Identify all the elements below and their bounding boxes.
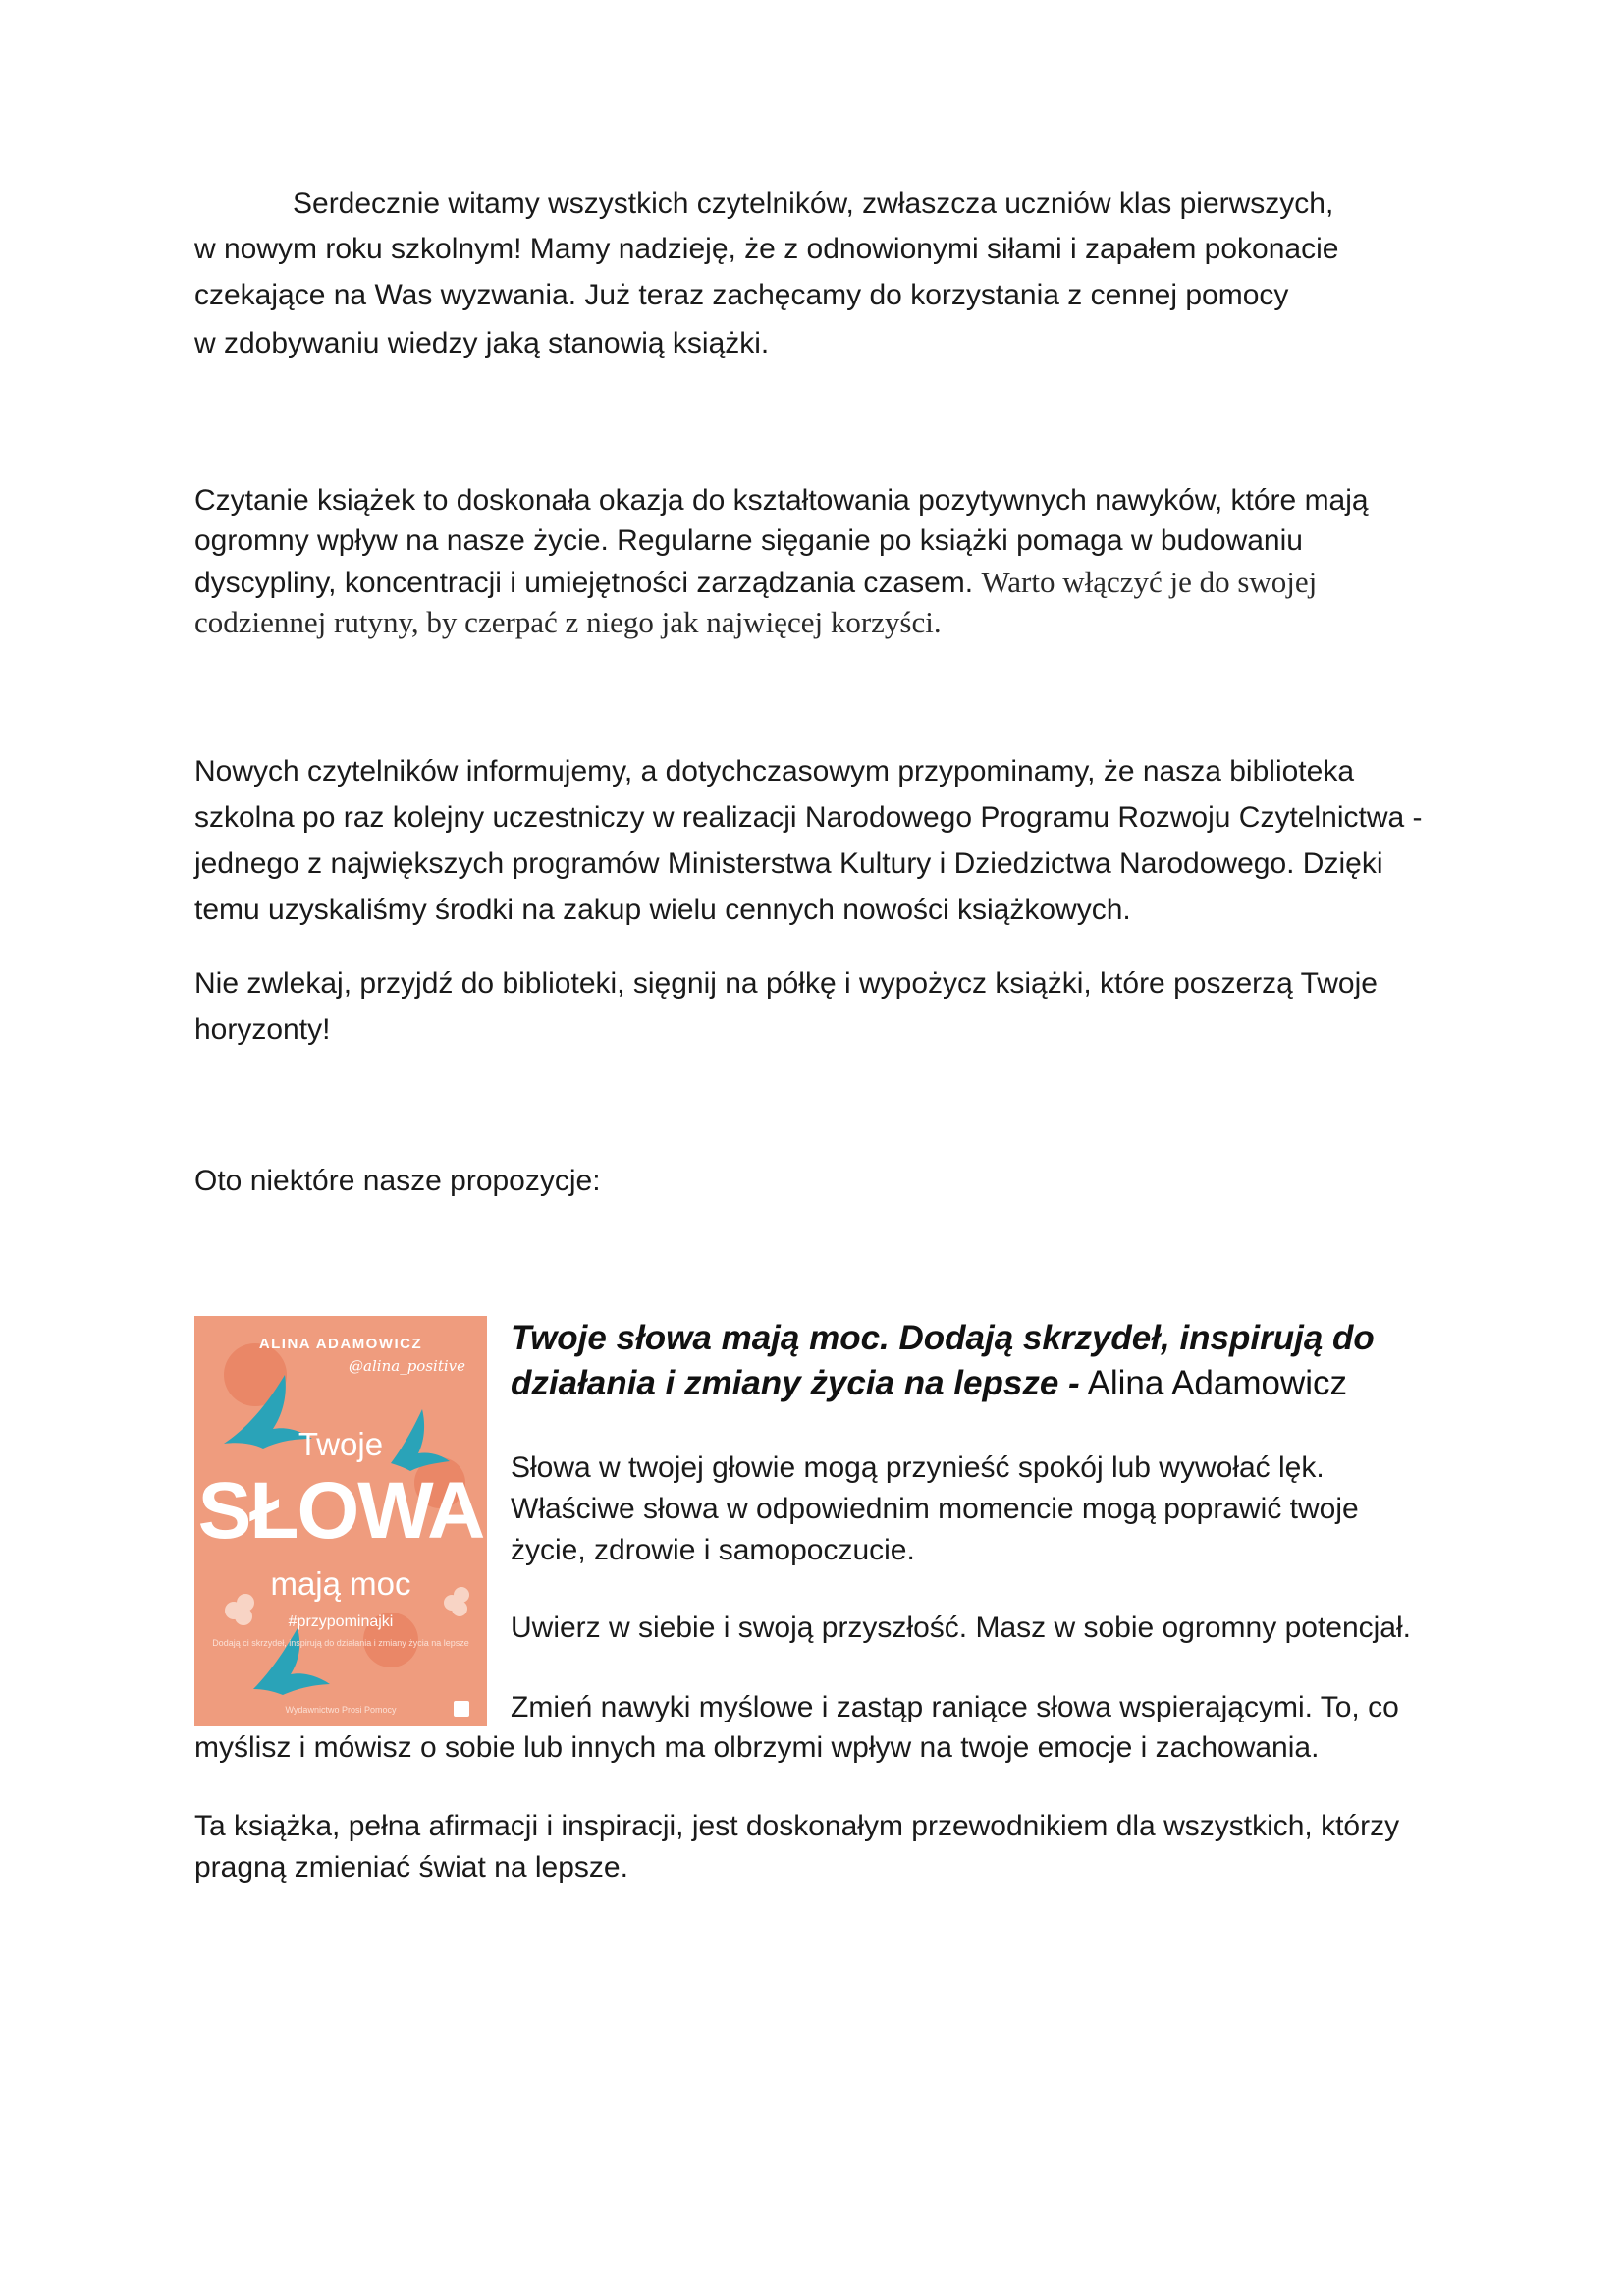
cover-word-maja-moc: mają moc [270,1565,411,1602]
cover-small-text: Dodają ci skrzydeł, inspirują do działania i zmiany życia na lepsze [212,1638,469,1648]
book-desc-2: Uwierz w siebie i swoją przyszłość. Masz w sobie ogromny potencjał. [511,1612,1411,1644]
program-line-2: szkolna po raz kolejny uczestniczy w realizacji Narodowego Programu Rozwoju Czytelnictwa - [194,801,1423,834]
intro-line-4: w zdobywaniu wiedzy jaką stanowią książki. [194,327,770,359]
book-title-part-1: Twoje słowa mają moc. Dodają skrzydeł, inspirują do [511,1319,1375,1357]
book-summary-line-1: Ta książka, pełna afirmacji i inspiracji, jest doskonałym przewodnikiem dla wszystkich, którzy [194,1810,1400,1842]
book-desc-3-line-1: Zmień nawyki myślowe i zastąp raniące słowa wspierającymi. To, co [511,1691,1399,1723]
publisher-logo-icon [454,1701,469,1717]
cover-author: ALINA ADAMOWICZ [258,1336,423,1352]
reading-line-4: codziennej rutyny, by czerpać z niego jak najwięcej korzyści. [194,605,942,639]
program-line-4: temu uzyskaliśmy środki na zakup wielu cennych nowości książkowych. [194,894,1131,926]
intro-line-3: czekające na Was wyzwania. Już teraz zachęcamy do korzystania z cennej pomocy [194,279,1289,311]
book-title-line-2 [511,1361,1347,1406]
intro-line-2: w nowym roku szkolnym! Mamy nadzieję, że z odnowionymi siłami i zapałem pokonacie [194,233,1339,265]
cover-word-slowa: SŁOWA [197,1466,484,1556]
reading-line-3-sans: dyscypliny, koncentracji i umiejętności zarządzania czasem. [194,567,974,599]
book-author: Alina Adamowicz [1087,1364,1348,1402]
cover-word-twoje: Twoje [298,1426,384,1462]
reading-line-1: Czytanie książek to doskonała okazja do kształtowania pozytywnych nawyków, które mają [194,484,1369,517]
reading-line-3 [194,563,1317,603]
reading-line-3-serif: Warto włączyć je do swojej [981,565,1318,599]
cover-hashtag: #przypominajki [288,1613,394,1630]
book-cover-image [194,1316,487,1726]
invite-line-2: horyzonty! [194,1013,331,1046]
program-line-3: jednego z największych programów Ministerstwa Kultury i Dziedzictwa Narodowego. Dzięki [194,847,1383,880]
book-title-part-2: działania i zmiany życia na lepsze - [511,1364,1080,1402]
reading-line-2: ogromny wpływ na nasze życie. Regularne sięganie po książki pomaga w budowaniu [194,524,1303,557]
cover-handle: @alina_positive [349,1357,465,1375]
book-desc-1-line-2: Właściwe słowa w odpowiednim momencie mogą poprawić twoje [511,1493,1359,1525]
book-desc-1-line-3: życie, zdrowie i samopoczucie. [511,1534,915,1566]
book-desc-1-line-1: Słowa w twojej głowie mogą przynieść spokój lub wywołać lęk. [511,1451,1325,1484]
cover-publisher: Wydawnictwo Prosi Pomocy [285,1705,397,1715]
intro-line-1: Serdecznie witamy wszystkich czytelników, zwłaszcza uczniów klas pierwszych, [293,188,1334,220]
book-summary-line-2: pragną zmieniać świat na lepsze. [194,1851,628,1884]
book-desc-3-line-2: myślisz i mówisz o sobie lub innych ma olbrzymi wpływ na twoje emocje i zachowania. [194,1731,1320,1764]
proposals-heading: Oto niektóre nasze propozycje: [194,1165,601,1197]
program-line-1: Nowych czytelników informujemy, a dotychczasowym przypominamy, że nasza biblioteka [194,755,1355,788]
book-title-line-1 [511,1316,1375,1361]
invite-line-1: Nie zwlekaj, przyjdź do biblioteki, sięgnij na półkę i wypożycz książki, które poszerzą Twoje [194,967,1378,1000]
